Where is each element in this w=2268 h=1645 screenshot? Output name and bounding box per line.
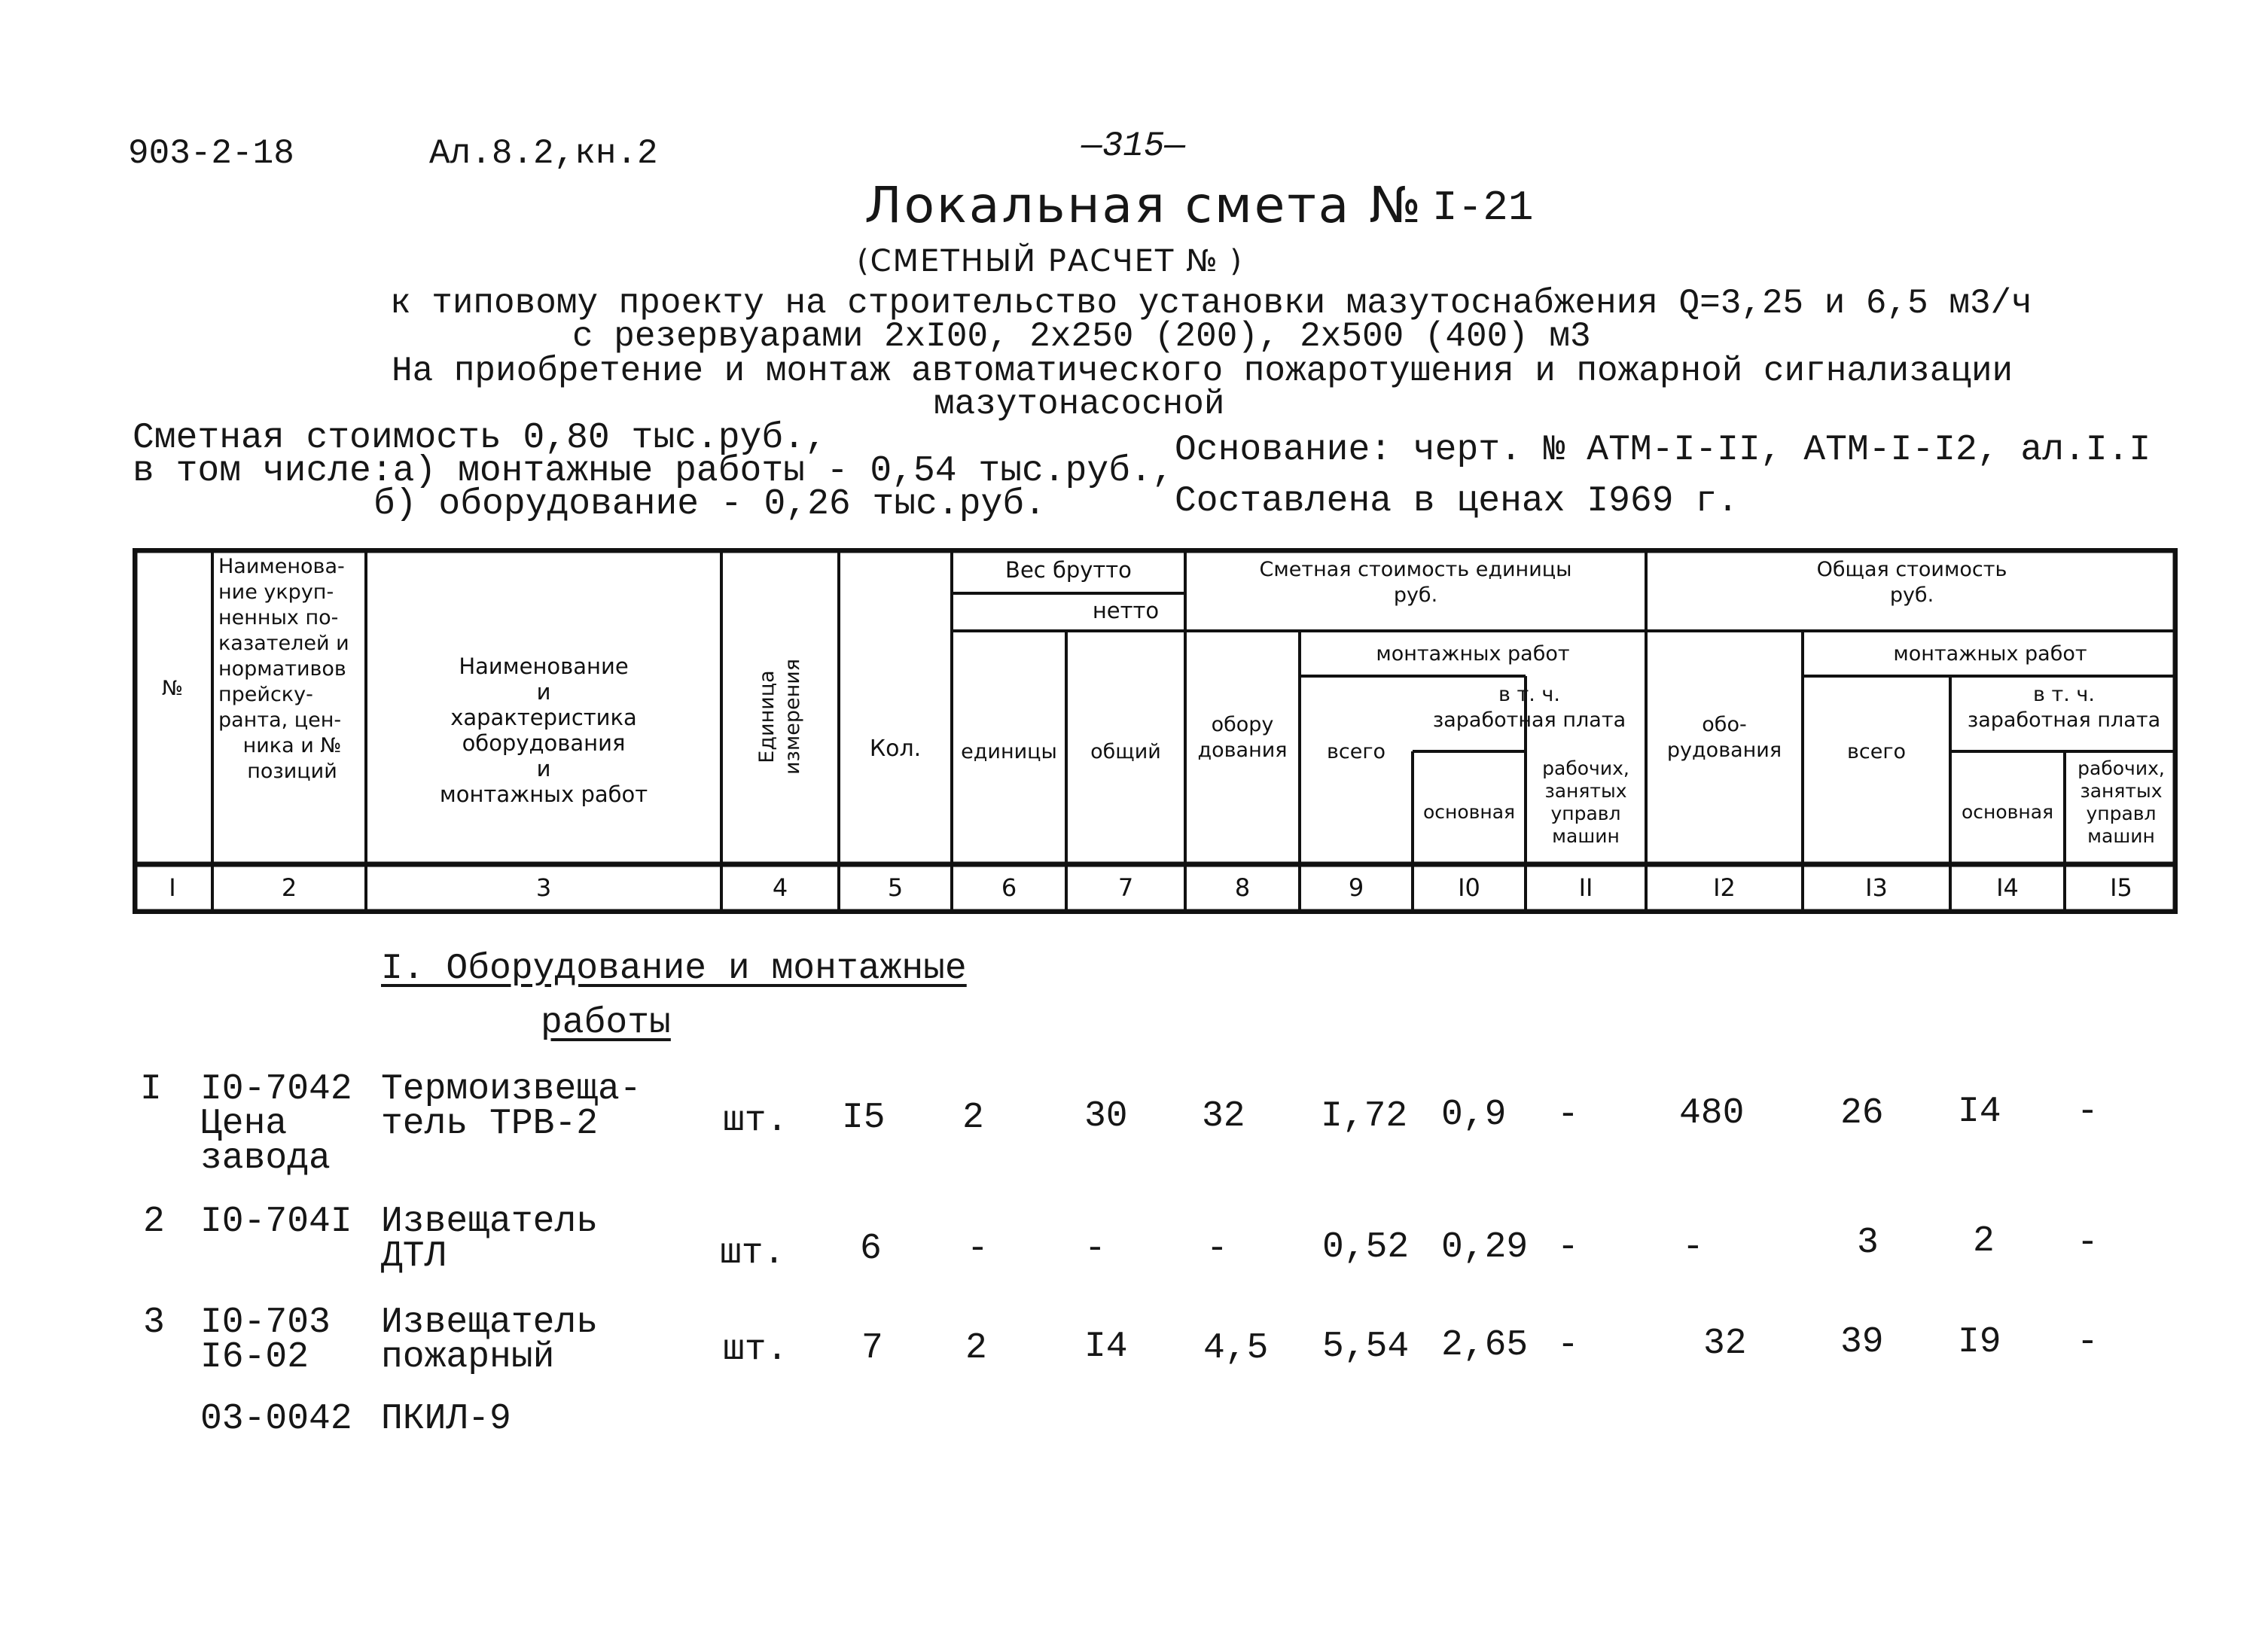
header-wage-workers-total: рабочих, занятых управл машин <box>2077 757 2165 847</box>
row-total-machine: - <box>2077 1092 2099 1132</box>
header-no: № <box>161 677 184 700</box>
header-weight-unit: единицы <box>961 740 1057 763</box>
row-no: 2 <box>143 1202 165 1242</box>
header-mount-total: всего <box>1326 740 1386 763</box>
header-wage-basic: основная <box>1422 801 1516 823</box>
row-code: I0-7042 Цена завода <box>200 1069 352 1179</box>
col-number: 7 <box>1117 873 1134 902</box>
col-number: I4 <box>1996 873 2019 902</box>
col-number: 2 <box>281 873 297 902</box>
col-number: I2 <box>1713 873 1736 902</box>
row-name: Термоизвеща- тель ТРВ-2 <box>381 1069 642 1144</box>
row-total-machine: - <box>2077 1223 2099 1263</box>
section-title-cont: работы <box>541 1003 671 1043</box>
row-qty: 7 <box>861 1328 883 1369</box>
row-equipment: - <box>1206 1229 1228 1269</box>
col-number: 3 <box>535 873 552 902</box>
row-weight-total: 30 <box>1084 1096 1128 1137</box>
project-code: 903-2-18 <box>128 134 294 173</box>
row-mount: I,72 <box>1321 1096 1408 1137</box>
header-name-characteristics: Наименование и характеристика оборудования и монтажных работ <box>439 653 648 807</box>
header-qty: Кол. <box>869 736 922 762</box>
doc-subtitle: (СМЕТНЫЙ РАСЧЕТ № ) <box>857 244 1243 279</box>
basis-drawings: Основание: черт. № АТМ-I-II, АТМ-I-I2, ал.I.I <box>1175 430 2151 471</box>
row-total-wage: I9 <box>1958 1322 2001 1363</box>
row-total-mount: 26 <box>1840 1093 1884 1134</box>
row-qty: I5 <box>842 1098 886 1138</box>
row-no: I <box>140 1069 162 1110</box>
row-machine: - <box>1557 1325 1579 1366</box>
row-total-mount: 3 <box>1857 1223 1879 1263</box>
header-wage-workers: рабочих, занятых управл машин <box>1542 757 1629 847</box>
price-level: Составлена в ценах I969 г. <box>1175 481 1739 522</box>
row-wage: 0,9 <box>1441 1095 1507 1135</box>
description-line-4: мазутонасосной <box>934 385 1225 424</box>
header-weight-total: общий <box>1090 740 1161 763</box>
row-code: I0-703 I6-02 03-0042 <box>200 1302 352 1439</box>
row-unit: шт. <box>723 1101 788 1141</box>
header-mounting-works: монтажных работ <box>1376 642 1570 666</box>
row-code: I0-704I <box>200 1202 352 1242</box>
row-equipment: 32 <box>1202 1096 1245 1137</box>
estimate-equipment: б) оборудование - 0,26 тыс.руб. <box>373 484 1046 525</box>
row-mount: 5,54 <box>1322 1327 1410 1367</box>
row-total-equipment: - <box>1682 1227 1704 1268</box>
description-line-3: На приобретение и монтаж автоматического пожаротушения и пожарной сигнализации <box>392 352 2013 391</box>
row-equipment: 4,5 <box>1203 1328 1269 1369</box>
row-total-equipment: 32 <box>1703 1324 1747 1364</box>
header-mount-total-all: всего <box>1846 740 1907 763</box>
row-unit: шт. <box>720 1233 785 1274</box>
header-equipment-total: обо- рудования <box>1666 713 1782 762</box>
row-weight-total: I4 <box>1084 1327 1128 1367</box>
col-number: I5 <box>2110 873 2132 902</box>
row-no: 3 <box>143 1302 165 1343</box>
header-wage-basic-total: основная <box>1961 801 2054 823</box>
estimate-mounting: в том числе:а) монтажные работы - 0,54 тыс.руб., <box>133 451 1174 492</box>
row-total-wage: 2 <box>1973 1221 1995 1262</box>
row-unit: шт. <box>723 1330 788 1370</box>
row-weight-unit: 2 <box>965 1328 987 1369</box>
header-total-cost: Общая стоимость руб. <box>1816 558 2007 607</box>
col-number: 4 <box>772 873 788 902</box>
header-incl-wage-total: в т. ч. заработная плата <box>1967 683 2161 732</box>
estimate-table-header <box>133 548 2178 914</box>
header-unit-cost: Сметная стоимость единицы руб. <box>1259 558 1572 607</box>
header-normative-position: Наименова- ние укруп- ненных по- казателей и нормативов прейску- ранта, цен- ника и № позиций <box>218 555 349 783</box>
description-line-2: с резервуарами 2хI00, 2х250 (200), 2х500 (400) м3 <box>572 317 1591 356</box>
header-unit: Единица измерения <box>755 658 804 775</box>
row-wage: 0,29 <box>1441 1227 1529 1268</box>
row-weight-total: - <box>1084 1229 1106 1269</box>
col-number: I <box>169 873 176 902</box>
estimate-total: Сметная стоимость 0,80 тыс.руб., <box>133 418 827 458</box>
col-number: 8 <box>1234 873 1251 902</box>
section-title: I. Оборудование и монтажные <box>381 949 967 989</box>
album-ref: Ал.8.2,кн.2 <box>429 134 658 173</box>
header-mounting-works-total: монтажных работ <box>1893 642 2087 666</box>
col-number: II <box>1578 873 1593 902</box>
row-total-mount: 39 <box>1840 1322 1884 1363</box>
row-total-machine: - <box>2077 1322 2099 1363</box>
row-machine: - <box>1557 1095 1579 1135</box>
col-number: I3 <box>1865 873 1888 902</box>
row-name: Извещатель пожарный ПКИЛ-9 <box>381 1302 599 1439</box>
row-total-wage: I4 <box>1958 1092 2001 1132</box>
row-weight-unit: - <box>967 1229 989 1269</box>
row-mount: 0,52 <box>1322 1227 1410 1268</box>
header-incl-wage: в т. ч. заработная плата <box>1432 683 1626 732</box>
col-number: I0 <box>1458 873 1480 902</box>
row-total-equipment: 480 <box>1679 1093 1745 1134</box>
description-line-1: к типовому проекту на строительство установки мазутоснабжения Q=3,25 и 6,5 м3/ч <box>390 284 2032 323</box>
header-weight-net: нетто <box>1092 598 1160 623</box>
col-number: 5 <box>887 873 904 902</box>
row-machine: - <box>1557 1227 1579 1268</box>
col-number: 6 <box>1001 873 1017 902</box>
row-wage: 2,65 <box>1441 1325 1529 1366</box>
page-number: —315— <box>1081 126 1186 166</box>
row-name: Извещатель ДТЛ <box>381 1202 599 1277</box>
row-qty: 6 <box>860 1229 882 1269</box>
doc-title: Локальная смета № <box>864 176 1423 234</box>
header-weight-gross: Вес брутто <box>1005 557 1132 583</box>
row-weight-unit: 2 <box>962 1098 984 1138</box>
col-number: 9 <box>1348 873 1364 902</box>
doc-number: I-21 <box>1432 184 1534 232</box>
header-equipment: обору дования <box>1197 713 1288 762</box>
